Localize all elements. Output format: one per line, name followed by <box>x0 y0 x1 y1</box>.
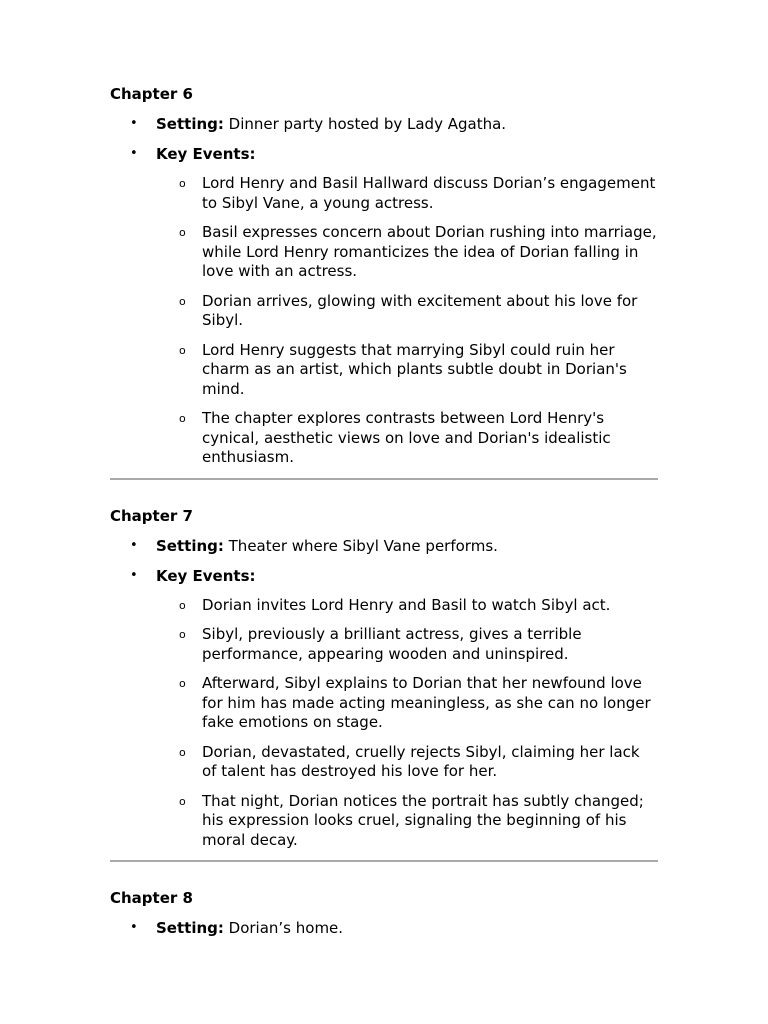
chapter-title: Chapter 8 <box>110 889 193 907</box>
event-item <box>156 743 658 782</box>
key-events-item <box>110 144 658 468</box>
setting-text: Theater where Sibyl Vane performs. <box>223 536 498 555</box>
sub-bullet-icon: o <box>179 343 186 357</box>
section-divider <box>110 478 658 480</box>
setting-text: Dinner party hosted by Lady Agatha. <box>223 115 507 133</box>
setting-item <box>110 918 658 938</box>
event-text: Afterward, Sibyl explains to Dorian that her newfound love for him has made acting meaningless, as she can no longer fake emotions on stage. <box>202 674 651 731</box>
bullet-icon: • <box>130 116 138 131</box>
chapter-section <box>110 888 658 938</box>
event-text: The chapter explores contrasts between Lord Henry's cynical, aesthetic views on love and Dorian's idealistic enthusiasm. <box>202 409 611 466</box>
sub-bullet-icon: o <box>179 412 186 425</box>
event-item <box>156 341 658 400</box>
event-text: Dorian, devastated, cruelly rejects Sibyl, claiming her lack of talent has destroyed his love for her. <box>202 742 640 780</box>
bullet-icon: • <box>130 146 138 161</box>
chapter-details-list <box>110 536 658 851</box>
event-text: That night, Dorian notices the portrait has subtly changed; his expression looks cruel, signaling the beginning of his moral decay. <box>202 791 644 849</box>
event-item <box>156 674 658 733</box>
sub-bullet-icon: o <box>179 628 186 641</box>
chapter-details-list <box>110 918 658 938</box>
key-events-label: Key Events: <box>156 145 256 163</box>
event-text: Lord Henry and Basil Hallward discuss Dorian’s engagement to Sibyl Vane, a young actress. <box>202 174 656 212</box>
sub-bullet-icon: o <box>179 226 186 239</box>
event-item <box>156 292 658 331</box>
chapter-title: Chapter 6 <box>110 85 193 103</box>
bullet-icon: • <box>130 567 138 583</box>
chapter-section <box>110 84 658 468</box>
chapter-title: Chapter 7 <box>110 506 193 525</box>
setting-item <box>110 114 658 134</box>
event-text: Dorian arrives, glowing with excitement about his love for Sibyl. <box>202 291 638 329</box>
setting-text: Dorian’s home. <box>223 919 344 937</box>
key-events-list <box>156 596 658 851</box>
event-item <box>156 223 658 282</box>
key-events-label: Key Events: <box>156 566 256 585</box>
key-events-item <box>110 566 658 851</box>
event-text: Basil expresses concern about Dorian rushing into marriage, while Lord Henry romanticizes the idea of Dorian falling in love with an actress. <box>202 223 657 280</box>
sub-bullet-icon: o <box>179 794 186 808</box>
key-events-list <box>156 174 658 468</box>
setting-label: Setting: <box>156 536 224 555</box>
document-page <box>110 84 658 938</box>
bullet-icon: • <box>130 920 138 935</box>
sub-bullet-icon: o <box>179 745 186 759</box>
setting-label: Setting: <box>156 115 224 133</box>
event-item <box>156 174 658 213</box>
sub-bullet-icon: o <box>179 598 186 612</box>
event-text: Dorian invites Lord Henry and Basil to watch Sibyl act. <box>202 595 611 614</box>
event-text: Sibyl, previously a brilliant actress, gives a terrible performance, appearing wooden and uninspired. <box>202 625 582 663</box>
setting-label: Setting: <box>156 919 224 937</box>
event-item <box>156 792 658 851</box>
event-item <box>156 409 658 468</box>
chapter-details-list <box>110 114 658 468</box>
sub-bullet-icon: o <box>179 177 186 190</box>
sub-bullet-icon: o <box>179 294 186 308</box>
sub-bullet-icon: o <box>179 677 186 690</box>
section-divider <box>110 860 658 862</box>
event-item <box>156 625 658 664</box>
event-text: Lord Henry suggests that marrying Sibyl could ruin her charm as an artist, which plants subtle doubt in Dorian's mind. <box>202 340 627 398</box>
setting-item <box>110 536 658 556</box>
event-item <box>156 596 658 616</box>
chapter-section <box>110 506 658 851</box>
bullet-icon: • <box>130 537 138 553</box>
